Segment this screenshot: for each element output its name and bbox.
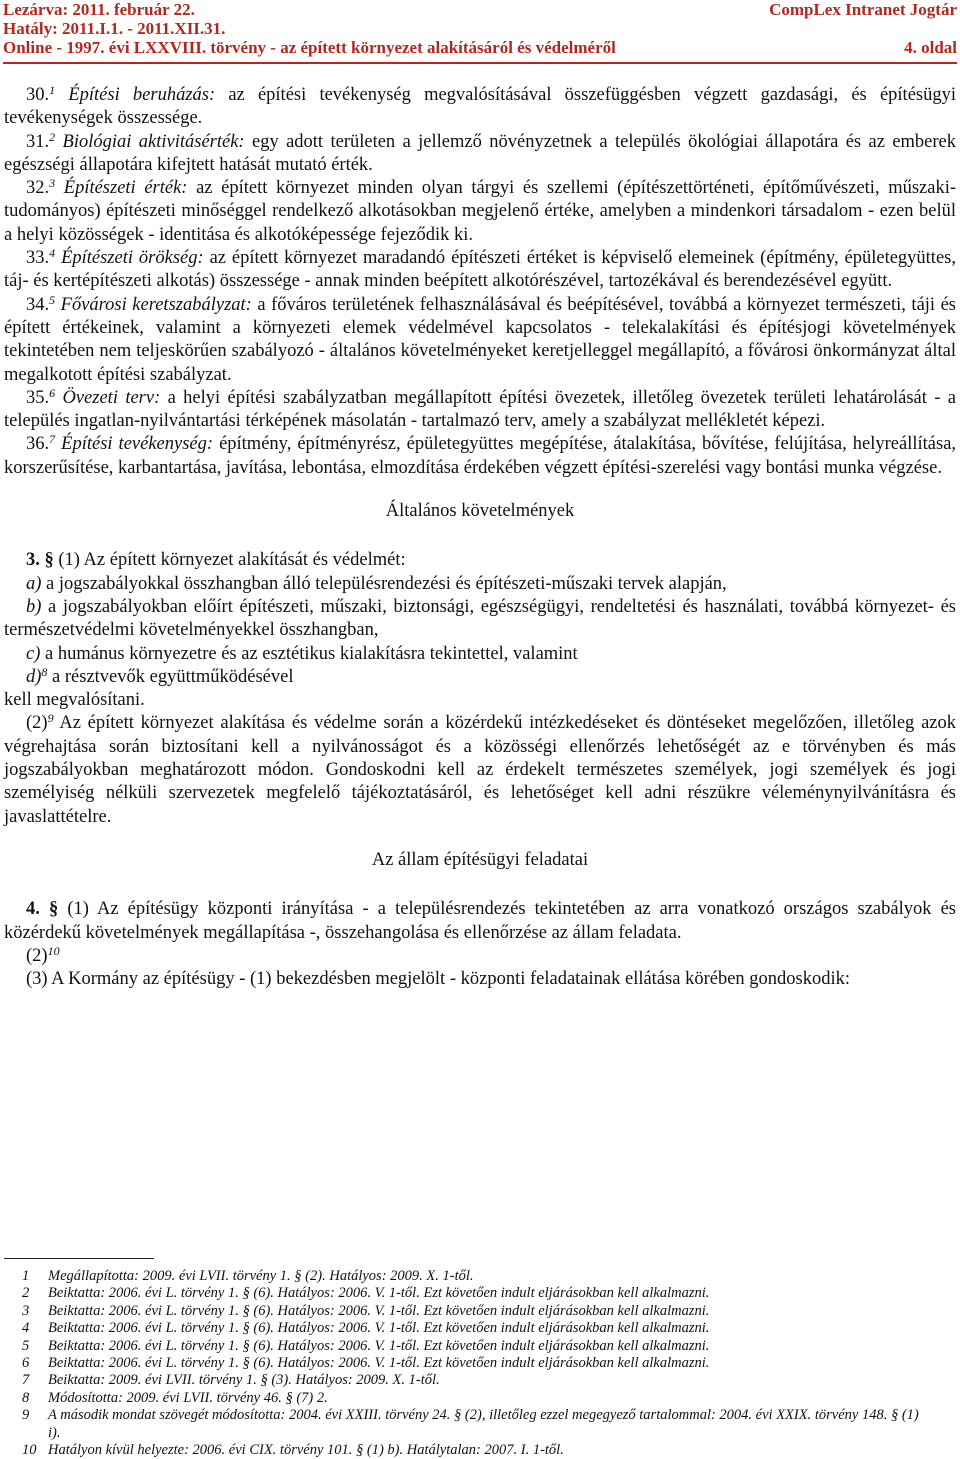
section-heading-state-tasks: Az állam építésügyi feladatai bbox=[371, 849, 589, 870]
footnote-ref[interactable]: 7 bbox=[49, 432, 56, 447]
footnote: 7 Beiktatta: 2009. évi LVII. törvény 1. § (3). Hatályos: 2009. X. 1-től. bbox=[22, 1372, 440, 1389]
footnotes bbox=[4, 1268, 930, 1459]
footnote-ref[interactable]: 3 bbox=[49, 176, 56, 191]
paragraph-symbol: § bbox=[44, 550, 54, 571]
definition-term: Fővárosi keretszabályzat: bbox=[60, 294, 252, 315]
document-body bbox=[4, 84, 956, 991]
definition-term: Építészeti érték: bbox=[63, 178, 188, 199]
paragraph-symbol: § bbox=[48, 899, 59, 920]
definition-term: Építési beruházás: bbox=[68, 85, 216, 105]
section-number: 3. bbox=[26, 550, 40, 571]
section-4-paragraph-3: (3) A Kormány az építésügy - (1) bekezdésben megjelölt - központi feladatainak ellátása körében gondoskodik: bbox=[26, 969, 851, 990]
definition-item: 35.$^6$ Övezeti terv: a helyi építési szabályzatban megállapított építési övezetek, illetőleg övezetek területi lehatárolását - a település ingatlan-nyilvántartási térképének másolatán - tartalmazó terv, amely a szabályzat mellékletét képezi. bbox=[4, 385, 956, 432]
footnote-ref[interactable]: 9 bbox=[47, 711, 54, 726]
footnote-ref[interactable]: 5 bbox=[49, 292, 56, 307]
section-heading-general-requirements: Általános követelmények bbox=[385, 501, 575, 522]
list-item-b: b) a jogszabályokban előírt építészeti, műszaki, biztonsági, egészségügyi, rendeltetési és használati, továbbá környezet- és természetvédelmi követelményekkel összhangban, bbox=[4, 596, 956, 641]
definition-item: 31.$^2$ Biológiai aktivitásérték: egy adott területen a jellemző növényzetnek a település ökológiai állapotára és az emberek egészségi állapotára kifejtett hatását mutató érték. bbox=[4, 129, 957, 175]
header-validity: Hatály: 2011.I.1. - 2011.XII.31. bbox=[3, 19, 226, 38]
footnote: 1 Megállapította: 2009. évi LVII. törvény 1. § (2). Hatályos: 2009. X. 1-től. bbox=[22, 1268, 474, 1284]
header-closed-date: Lezárva: 2011. február 22. bbox=[3, 0, 195, 19]
section-4-paragraph-1: 4. § (1) Az építésügy központi irányítása - a településrendezés tekintetében az arra vonatkozó országos szabályok és közérdekű követelmények megállapítása -, összehangolása és ellenőrzése az állam feladata. bbox=[4, 899, 956, 943]
header-law-title: Online - 1997. évi LXXVIII. törvény - az épített környezet alakításáról és védelméről bbox=[3, 38, 616, 57]
definition-item: 32.$^3$ Építészeti érték: az épített környezet minden olyan tárgyi és szellemi (építészettörténeti, építőművészeti, műszaki-tudományos) építészeti minőséggel rendelkező alkotásokban megjelenő értéke, amelyben a mindenkori társadalom - ezen belül a helyi közösségek - identitása és alkotóképessége fejeződik ki. bbox=[4, 176, 957, 245]
footnote-ref[interactable]: 1 bbox=[49, 83, 56, 97]
footnote: 4 Beiktatta: 2006. évi L. törvény 1. § (6). Hatályos: 2006. V. 1-től. Ezt követően indult eljárásokban kell alkalmazni. bbox=[22, 1320, 710, 1337]
list-item-c: c) a humánus környezetre és az esztétikus kialakításra tekintettel, valamint bbox=[26, 643, 578, 664]
list-item-a: a) a jogszabályokkal összhangban álló településrendezési és építészeti-műszaki tervek alapján, bbox=[26, 573, 727, 594]
footnote-ref[interactable]: 10 bbox=[47, 943, 60, 958]
section-4-paragraph-2: $(2)^{10}$ bbox=[26, 943, 60, 966]
section-3-intro: 3. § (1) Az épített környezet alakítását és védelmét: bbox=[26, 550, 406, 571]
definition-item: 33.$^4$ Építészeti örökség: az épített környezet maradandó építészeti értéket is képviselő elemeinek (építmény, épületegyüttes, táj- és kertépítészeti alkotás) összessége - annak minden beépített alkotórészével, tartozékával és berendezésével együtt. bbox=[4, 246, 956, 292]
definition-item: 34.$^5$ Fővárosi keretszabályzat: a főváros területének felhasználásával és beépítésével, továbbá a környezet természeti, táji és épített értékeinek, valamint a környezeti elemek védelmével kapcsolatos - telekalakítási és építésjogi követelmények tekintetében nem teljeskörűen szabályozó - általános követelményeket keretjelleggel megállapító, a fővárosi önkormányzat által megalkotott építési szabályzat. bbox=[4, 292, 956, 385]
section-number: 4. bbox=[26, 899, 40, 920]
definition-term: Építési tevékenység: bbox=[61, 434, 214, 455]
footnote-ref[interactable]: 6 bbox=[49, 385, 56, 400]
footnote-ref[interactable]: 8 bbox=[41, 664, 48, 679]
footnote: 5 Beiktatta: 2006. évi L. törvény 1. § (6). Hatályos: 2006. V. 1-től. Ezt követően indult eljárásokban kell alkalmazni. bbox=[22, 1337, 710, 1354]
footnote: 10 Hatályon kívül helyezte: 2006. évi CIX. törvény 101. § (1) b). Hatálytalan: 2007. I. 1-től. bbox=[22, 1442, 564, 1459]
section-3-closing: kell megvalósítani. bbox=[4, 690, 145, 711]
definition-term: Övezeti terv: bbox=[62, 387, 161, 408]
definition-item: 36.$^7$ Építési tevékenység: építmény, építményrész, épületegyüttes megépítése, átalakítása, bővítése, felújítása, helyreállítása, korszerűsítése, karbantartása, javítása, lebontása, elmozdítása érdekében végzett építési-szerelési vagy bontási munka végzése. bbox=[4, 432, 957, 478]
footnote: 6 Beiktatta: 2006. évi L. törvény 1. § (6). Hatályos: 2006. V. 1-től. Ezt követően indult eljárásokban kell alkalmazni. bbox=[22, 1355, 710, 1372]
section-3-paragraph-2: $(2)^9$ Az épített környezet alakítása és védelme során a közérdekű intézkedéseket és döntéseket megelőzően, illetőleg azok végrehajtása során biztosítani kell a nyilvánosságot és a közösségi ellenőrzés lehetőségét az e törvényben és más jogszabályokban meghatározott módon. Gondoskodni kell az érdekelt természetes személyek, jogi személyek és jogi személyiség nélküli szervezetek megfelelő tájékoztatásáról, és lehetőséget kell adni részükre véleménynyilvánításra és javaslattételre. bbox=[4, 711, 956, 827]
header-publisher: CompLex Intranet Jogtár bbox=[769, 0, 957, 19]
footnote-divider bbox=[4, 1258, 154, 1259]
definition-term: Biológiai aktivitásérték: bbox=[62, 131, 245, 152]
footnote-ref[interactable]: 4 bbox=[49, 246, 56, 261]
footnote: 2 Beiktatta: 2006. évi L. törvény 1. § (6). Hatályos: 2006. V. 1-től. Ezt követően indult eljárásokban kell alkalmazni. bbox=[22, 1285, 710, 1302]
footnote-ref[interactable]: 2 bbox=[49, 129, 56, 144]
footnote: 8 Módosította: 2009. évi LVII. törvény 46. § (7) 2. bbox=[22, 1389, 328, 1406]
list-item-d: d)$^8$ a résztvevők együttműködésével bbox=[26, 664, 294, 687]
footnote: 9 A második mondat szövegét módosította: 2004. évi XXIII. törvény 24. § (2), illetőleg ezzel megegyező tartalommal: 2004. évi XXIX. törvény 148. § (1) i). bbox=[22, 1407, 919, 1441]
header-page-number: 4. oldal bbox=[904, 38, 957, 57]
definition-item: 30.$^1$ Építési beruházás: az építési tevékenység megvalósításával összefüggésben végzett gazdasági, és építésügyi tevékenységek összessége. bbox=[4, 83, 956, 129]
footnote: 3 Beiktatta: 2006. évi L. törvény 1. § (6). Hatályos: 2006. V. 1-től. Ezt követően indult eljárásokban kell alkalmazni. bbox=[22, 1302, 710, 1319]
definition-term: Építészeti örökség: bbox=[61, 248, 204, 269]
page-header bbox=[3, 0, 957, 64]
